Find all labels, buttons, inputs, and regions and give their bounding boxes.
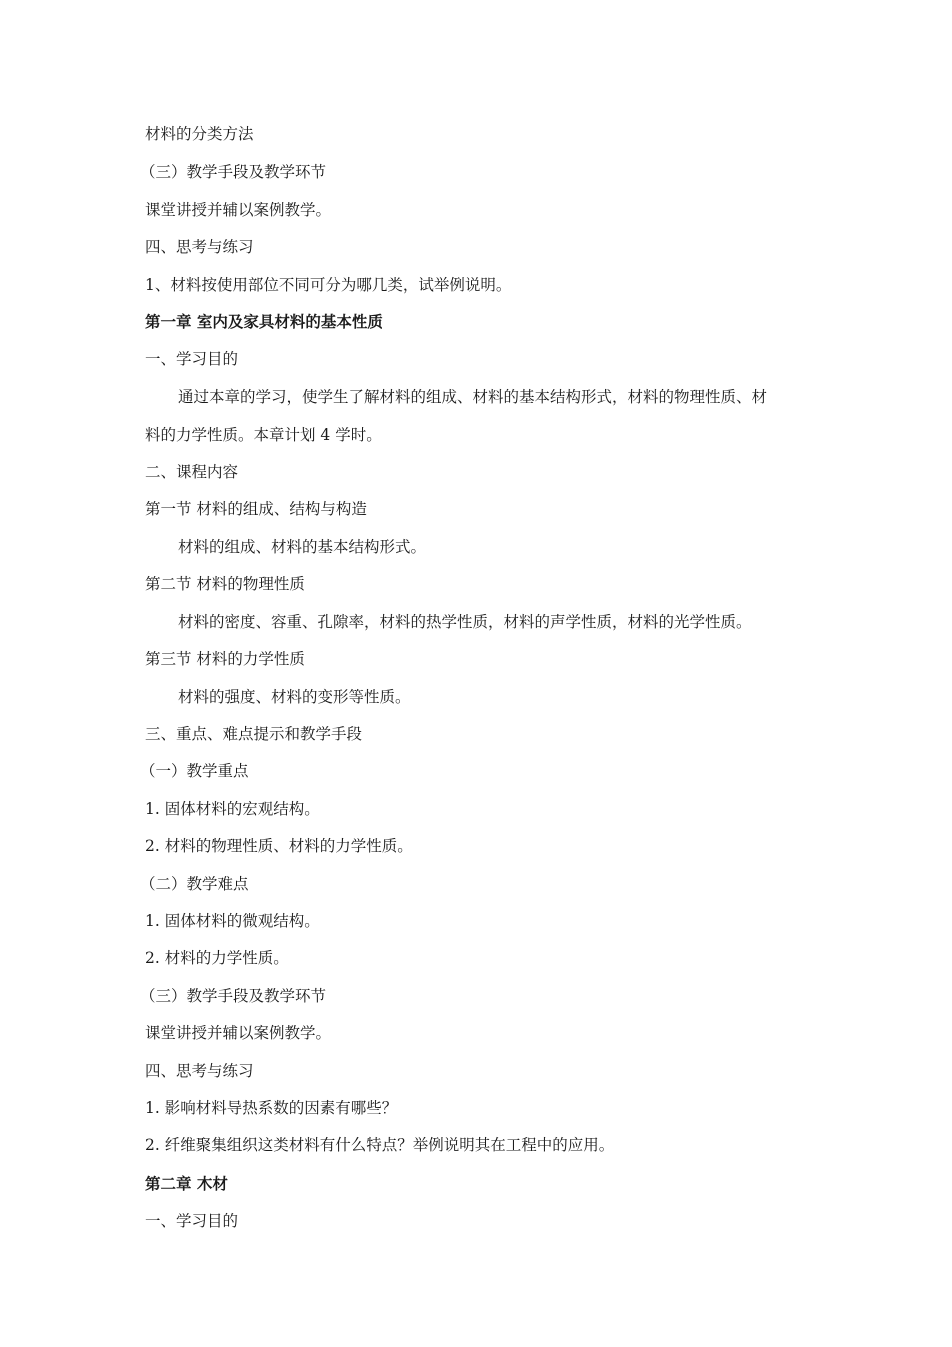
list-item: 1、材料按使用部位不同可分为哪几类，试举例说明。 [145, 276, 512, 294]
text-line: 课堂讲授并辅以案例教学。 [145, 201, 332, 219]
subsection-heading: 第一节 材料的组成、结构与构造 [145, 500, 367, 518]
list-item: 1. 固体材料的宏观结构。 [145, 800, 320, 818]
section-heading: （三）教学手段及教学环节 [140, 163, 327, 181]
section-heading: 二、课程内容 [145, 463, 239, 481]
list-item: 1. 固体材料的微观结构。 [145, 912, 320, 930]
text-line: 课堂讲授并辅以案例教学。 [145, 1024, 332, 1042]
list-item: 2. 纤维聚集组织这类材料有什么特点？举例说明其在工程中的应用。 [145, 1136, 615, 1154]
list-item: 2. 材料的力学性质。 [145, 949, 289, 967]
paragraph-line: 材料的密度、容重、孔隙率，材料的热学性质，材料的声学性质，材料的光学性质。 [178, 613, 752, 631]
paragraph-line: 材料的强度、材料的变形等性质。 [178, 688, 411, 706]
section-heading: 一、学习目的 [145, 350, 239, 368]
subsection-heading: 第二节 材料的物理性质 [145, 575, 305, 593]
paragraph-line: 材料的组成、材料的基本结构形式。 [178, 538, 427, 556]
paragraph-line: 通过本章的学习，使学生了解材料的组成、材料的基本结构形式，材料的物理性质、材 [178, 388, 768, 406]
chapter-title: 第二章 木材 [145, 1174, 228, 1193]
section-heading: 一、学习目的 [145, 1212, 239, 1230]
chapter-title: 第一章 室内及家具材料的基本性质 [145, 312, 383, 331]
subsection-heading: （一）教学重点 [140, 762, 249, 780]
paragraph-line: 料的力学性质。本章计划 4 学时。 [145, 426, 382, 444]
subsection-heading: 第三节 材料的力学性质 [145, 650, 305, 668]
section-heading: 四、思考与练习 [145, 238, 254, 256]
section-heading: 三、重点、难点提示和教学手段 [145, 725, 363, 743]
section-heading: 四、思考与练习 [145, 1062, 254, 1080]
list-item: 1. 影响材料导热系数的因素有哪些？ [145, 1099, 398, 1117]
list-item: 2. 材料的物理性质、材料的力学性质。 [145, 837, 413, 855]
subsection-heading: （三）教学手段及教学环节 [140, 987, 327, 1005]
text-line: 材料的分类方法 [145, 125, 254, 143]
subsection-heading: （二）教学难点 [140, 875, 249, 893]
